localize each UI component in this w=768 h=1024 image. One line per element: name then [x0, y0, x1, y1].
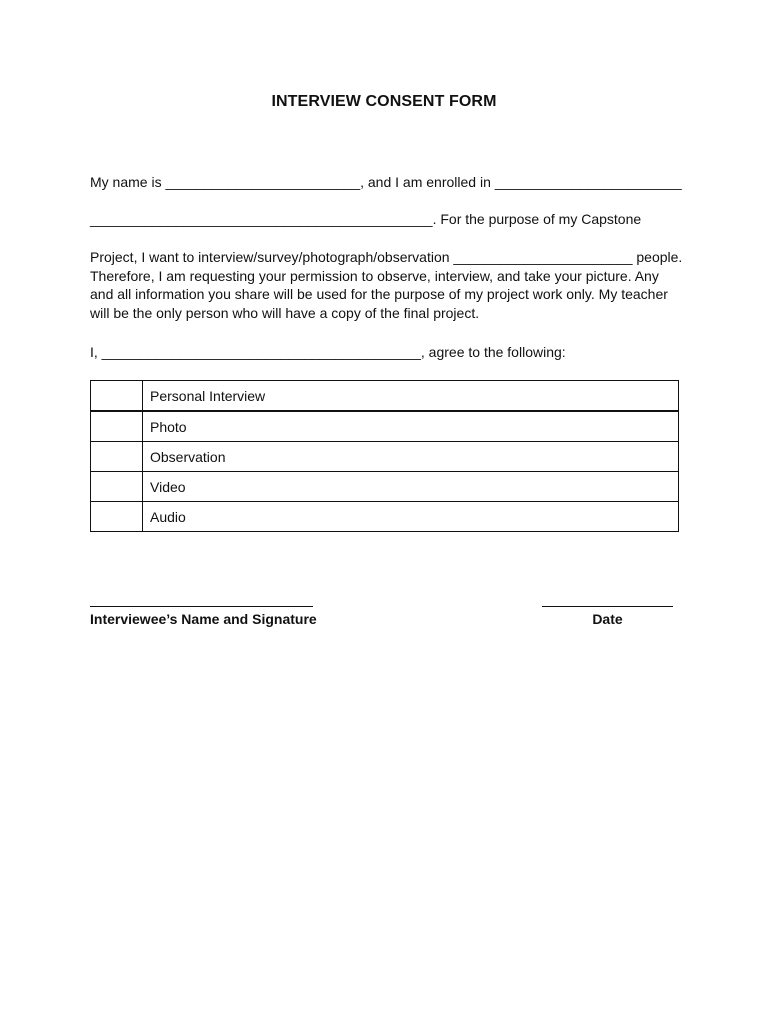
option-label: Video: [143, 472, 679, 502]
table-row: [91, 502, 679, 532]
capstone-purpose-line: ____________________________________________. For the purpose of my Capstone: [90, 211, 642, 227]
paragraph-line: will be the only person who will have a copy of the final project.: [90, 304, 480, 321]
option-label: Audio: [143, 502, 679, 532]
option-checkbox-cell[interactable]: [91, 381, 143, 412]
date-line[interactable]: [542, 606, 673, 607]
table-row: [91, 442, 679, 472]
option-label: Photo: [143, 411, 679, 442]
paragraph-line: Therefore, I am requesting your permission to observe, interview, and take your picture. Any: [90, 267, 659, 284]
option-label: Observation: [143, 442, 679, 472]
signature-line[interactable]: [90, 606, 313, 607]
table-row: [91, 381, 679, 412]
agree-line: I, _________________________________________, agree to the following:: [90, 344, 566, 360]
option-checkbox-cell[interactable]: [91, 502, 143, 532]
table-row: [91, 472, 679, 502]
option-checkbox-cell[interactable]: [91, 411, 143, 442]
purpose-paragraph: [90, 248, 683, 322]
name-enrolled-line: My name is _________________________, and I am enrolled in ________________________: [90, 174, 682, 190]
paragraph-line: and all information you share will be used for the purpose of my project work only. My teacher: [90, 286, 668, 302]
form-title: INTERVIEW CONSENT FORM: [271, 93, 497, 110]
signature-label: Interviewee’s Name and Signature: [90, 611, 317, 627]
option-checkbox-cell[interactable]: [91, 442, 143, 472]
option-checkbox-cell[interactable]: [91, 472, 143, 502]
option-label: Personal Interview: [143, 381, 679, 412]
date-label: Date: [592, 611, 623, 627]
paragraph-line: Project, I want to interview/survey/photograph/observation _______________________ people.: [90, 249, 683, 265]
consent-options-table: [90, 380, 679, 532]
table-row: [91, 411, 679, 442]
